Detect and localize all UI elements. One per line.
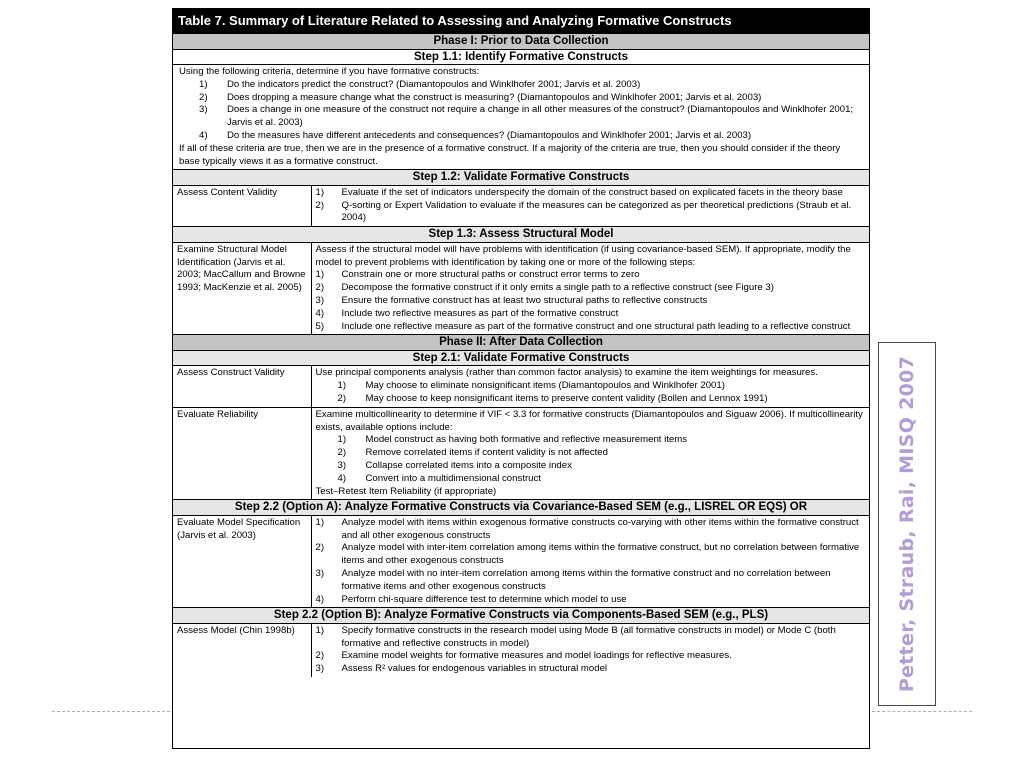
list-item: 3) Does a change in one measure of the construct not require a change in all other measures of the construct? (Diamantopoulos and Winklhofer 2001; Jarvis et al. 2003) — [199, 104, 854, 129]
construct-validity-intro: Use principal components analysis (rather than common factor analysis) to examine the item weightings for measures. — [315, 367, 818, 379]
step-2-2b-list — [316, 625, 866, 676]
list-item: 2) Remove correlated items if content validity is not affected — [337, 447, 608, 459]
phase-2-heading: Phase II: After Data Collection — [173, 335, 869, 351]
phase-1-heading: Phase I: Prior to Data Collection — [173, 34, 869, 50]
list-item: 2) Analyze model with inter-item correlation among items within the formative construct, but no correlation between formative items and other exogenous constructs — [315, 542, 860, 567]
list-item: 4) Do the measures have different antecedents and consequences? (Diamantopoulos and Winklhofer 2001; Jarvis et al. 2003) — [199, 129, 752, 141]
summary-table — [173, 9, 869, 677]
step-2-2a-list — [316, 517, 866, 607]
step-1-2-label: Assess Content Validity — [173, 185, 311, 226]
list-item: 5) Include one reflective measure as part of the formative construct and one structural path leading to a reflective construct — [315, 320, 851, 332]
reliability-list — [316, 434, 866, 485]
step-2-2b-heading: Step 2.2 (Option B): Analyze Formative Constructs via Components-Based SEM (e.g., PLS) — [173, 608, 869, 624]
list-item: 2) Does dropping a measure change what the construct is measuring? (Diamantopoulos and Winklhofer 2001; Jarvis et al. 2003) — [199, 91, 762, 103]
list-item: 2) Decompose the formative construct if it only emits a single path to a reflective construct (see Figure 3) — [315, 282, 774, 294]
step-1-2-content — [311, 185, 869, 226]
step-1-1-heading: Step 1.1: Identify Formative Constructs — [173, 49, 869, 65]
list-item: 2) May choose to keep nonsignificant items to preserve content validity (Bollen and Lennox 1991) — [337, 392, 768, 404]
list-item: 4) Include two reflective measures as part of the formative construct — [315, 307, 619, 319]
list-item: 1) May choose to eliminate nonsignificant items (Diamantopoulos and Winklhofer 2001) — [337, 380, 725, 392]
construct-validity-list — [316, 380, 866, 406]
list-item: 1) Evaluate if the set of indicators underspecify the domain of the construct based on explicated facets in the theory base — [315, 186, 843, 198]
step-2-1-content-reliability — [311, 407, 869, 500]
list-item: 1) Do the indicators predict the construct? (Diamantopoulos and Winklhofer 2001; Jarvis et al. 2003) — [199, 78, 641, 90]
step-2-1-heading: Step 2.1: Validate Formative Constructs — [173, 350, 869, 366]
step-2-2a-heading: Step 2.2 (Option A): Analyze Formative Constructs via Covariance-Based SEM (e.g., LISREL OR EQS) OR — [173, 500, 869, 516]
step-1-2-list — [316, 187, 866, 225]
step-1-3-content — [311, 242, 869, 335]
reliability-outro: Test–Retest Item Reliability (if appropriate) — [315, 485, 497, 497]
side-label: Petter, Straub, Rai, MISQ 2007 — [896, 355, 918, 693]
list-item: 3) Collapse correlated items into a composite index — [337, 459, 572, 471]
list-item: 1) Specify formative constructs in the research model using Mode B (all formative constructs in model) or Mode C (both formative and reflective constructs in model) — [315, 624, 836, 649]
step-1-2-heading: Step 1.2: Validate Formative Constructs — [173, 170, 869, 186]
list-item: 1) Analyze model with items within exogenous formative constructs co-varying with other items within the formative construct and all other exogenous constructs — [315, 516, 859, 541]
list-item: 2) Q-sorting or Expert Validation to evaluate if the measures can be categorized as per theoretical predictions (Straub et al. 2004) — [315, 199, 852, 224]
step-1-3-intro: Assess if the structural model will have problems with identification (if using covariance-based SEM). If appropriate, modify the model to prevent problems with identification by taking one or more of the following steps: — [315, 243, 851, 268]
step-2-1-label-reliability: Evaluate Reliability — [173, 407, 311, 500]
list-item: 4) Perform chi-square difference test to determine which model to use — [315, 593, 627, 605]
dashed-rule-right — [872, 711, 972, 712]
reliability-intro: Examine multicollinearity to determine if VIF < 3.3 for formative constructs (Diamantopoulos and Siguaw 2006). If multicollinearity exists, available options include: — [315, 408, 863, 433]
list-item: 3) Analyze model with no inter-item correlation among items within the formative construct and no correlation between formative items and other exogenous constructs — [315, 568, 831, 592]
list-item: 4) Convert into a multidimensional construct — [337, 472, 541, 484]
step-1-3-heading: Step 1.3: Assess Structural Model — [173, 227, 869, 243]
step-1-1-body — [173, 65, 869, 170]
side-label-box — [878, 342, 936, 706]
step-2-1-content-construct-validity — [311, 366, 869, 407]
table-title: Table 7. Summary of Literature Related to Assessing and Analyzing Formative Constructs — [173, 9, 869, 34]
step-1-1-intro: Using the following criteria, determine if you have formative constructs: — [179, 66, 480, 77]
dashed-rule-left — [52, 711, 170, 712]
step-2-2b-content — [311, 623, 869, 677]
step-2-2b-label: Assess Model (Chin 1998b) — [173, 623, 311, 677]
list-item: 1) Model construct as having both formative and reflective measurement items — [337, 434, 688, 446]
step-1-1-outro: If all of these criteria are true, then we are in the presence of a formative construct. If a majority of the criteria are true, then you should consider if the theory base typically views it as a formative construct. — [179, 142, 841, 167]
step-1-1-criteria-list — [179, 79, 863, 143]
step-2-2a-content — [311, 515, 869, 608]
summary-table-page — [172, 8, 870, 749]
list-item: 2) Examine model weights for formative measures and model loadings for reflective measures. — [315, 650, 732, 662]
step-2-2a-label: Evaluate Model Specification (Jarvis et al. 2003) — [173, 515, 311, 608]
step-1-3-label: Examine Structural Model Identification (Jarvis et al. 2003; MacCallum and Browne 1993; MacKenzie et al. 2005) — [173, 242, 311, 335]
list-item: 3) Ensure the formative construct has at least two structural paths to reflective constructs — [315, 294, 708, 306]
list-item: 1) Constrain one or more structural paths or construct error terms to zero — [315, 269, 640, 281]
step-1-3-list — [316, 269, 866, 333]
list-item: 3) Assess R² values for endogenous variables in structural model — [315, 663, 608, 675]
step-2-1-label-construct-validity: Assess Construct Validity — [173, 366, 311, 407]
